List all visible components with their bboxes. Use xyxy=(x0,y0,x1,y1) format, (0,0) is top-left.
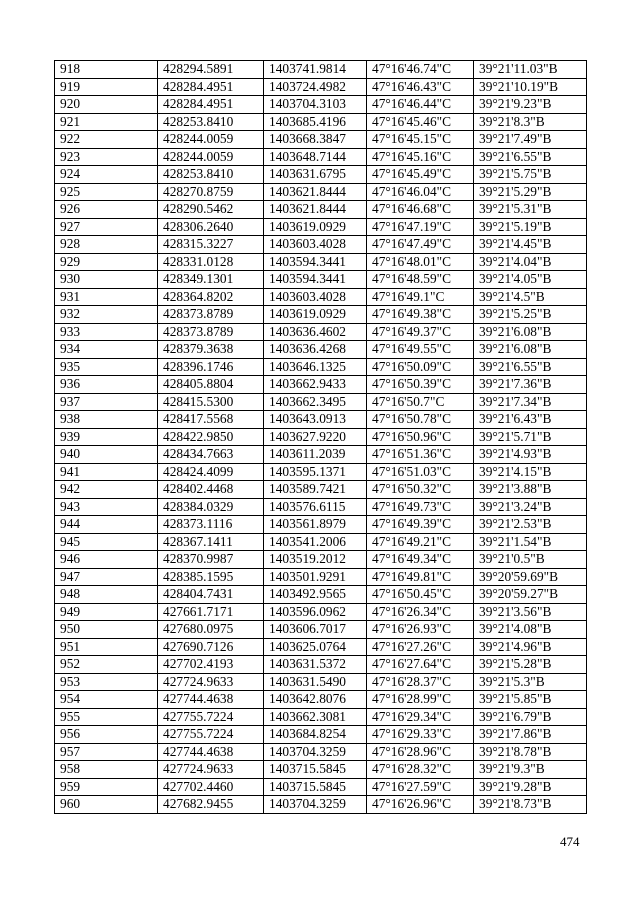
latitude-cell: 47°16'46.44"С xyxy=(367,96,474,114)
point-number-cell: 956 xyxy=(55,726,158,744)
longitude-cell: 39°21'6.79"В xyxy=(474,708,587,726)
y-coordinate-cell: 1403636.4602 xyxy=(264,323,367,341)
longitude-cell: 39°21'9.3"В xyxy=(474,761,587,779)
x-coordinate-cell: 427755.7224 xyxy=(158,708,264,726)
longitude-cell: 39°21'4.04"В xyxy=(474,253,587,271)
point-number-cell: 935 xyxy=(55,358,158,376)
latitude-cell: 47°16'50.32"С xyxy=(367,481,474,499)
x-coordinate-cell: 428290.5462 xyxy=(158,201,264,219)
point-number-cell: 941 xyxy=(55,463,158,481)
x-coordinate-cell: 428331.0128 xyxy=(158,253,264,271)
x-coordinate-cell: 428349.1301 xyxy=(158,271,264,289)
point-number-cell: 931 xyxy=(55,288,158,306)
x-coordinate-cell: 428379.3638 xyxy=(158,341,264,359)
y-coordinate-cell: 1403606.7017 xyxy=(264,621,367,639)
point-number-cell: 936 xyxy=(55,376,158,394)
latitude-cell: 47°16'46.43"С xyxy=(367,78,474,96)
point-number-cell: 951 xyxy=(55,638,158,656)
table-row xyxy=(55,341,587,359)
latitude-cell: 47°16'49.38"С xyxy=(367,306,474,324)
y-coordinate-cell: 1403603.4028 xyxy=(264,236,367,254)
table-row xyxy=(55,201,587,219)
table-row xyxy=(55,446,587,464)
longitude-cell: 39°21'10.19"В xyxy=(474,78,587,96)
x-coordinate-cell: 428396.1746 xyxy=(158,358,264,376)
y-coordinate-cell: 1403704.3259 xyxy=(264,796,367,814)
latitude-cell: 47°16'50.45"С xyxy=(367,586,474,604)
x-coordinate-cell: 428404.7431 xyxy=(158,586,264,604)
table-row xyxy=(55,96,587,114)
longitude-cell: 39°21'8.3"В xyxy=(474,113,587,131)
x-coordinate-cell: 428385.1595 xyxy=(158,568,264,586)
point-number-cell: 948 xyxy=(55,586,158,604)
page-number: 474 xyxy=(560,834,580,849)
y-coordinate-cell: 1403724.4982 xyxy=(264,78,367,96)
latitude-cell: 47°16'26.96"С xyxy=(367,796,474,814)
point-number-cell: 928 xyxy=(55,236,158,254)
point-number-cell: 924 xyxy=(55,166,158,184)
point-number-cell: 934 xyxy=(55,341,158,359)
point-number-cell: 920 xyxy=(55,96,158,114)
y-coordinate-cell: 1403662.9433 xyxy=(264,376,367,394)
x-coordinate-cell: 428434.7663 xyxy=(158,446,264,464)
point-number-cell: 947 xyxy=(55,568,158,586)
y-coordinate-cell: 1403684.8254 xyxy=(264,726,367,744)
x-coordinate-cell: 428244.0059 xyxy=(158,148,264,166)
table-row xyxy=(55,778,587,796)
y-coordinate-cell: 1403619.0929 xyxy=(264,306,367,324)
table-row xyxy=(55,113,587,131)
y-coordinate-cell: 1403595.1371 xyxy=(264,463,367,481)
point-number-cell: 949 xyxy=(55,603,158,621)
longitude-cell: 39°21'4.93"В xyxy=(474,446,587,464)
point-number-cell: 959 xyxy=(55,778,158,796)
y-coordinate-cell: 1403662.3081 xyxy=(264,708,367,726)
longitude-cell: 39°21'8.78"В xyxy=(474,743,587,761)
table-row xyxy=(55,691,587,709)
y-coordinate-cell: 1403594.3441 xyxy=(264,253,367,271)
longitude-cell: 39°21'5.3"В xyxy=(474,673,587,691)
y-coordinate-cell: 1403715.5845 xyxy=(264,761,367,779)
y-coordinate-cell: 1403621.8444 xyxy=(264,183,367,201)
x-coordinate-cell: 428284.4951 xyxy=(158,96,264,114)
latitude-cell: 47°16'46.68"С xyxy=(367,201,474,219)
table-row xyxy=(55,428,587,446)
latitude-cell: 47°16'49.81"С xyxy=(367,568,474,586)
latitude-cell: 47°16'50.7"С xyxy=(367,393,474,411)
longitude-cell: 39°21'4.15"В xyxy=(474,463,587,481)
point-number-cell: 918 xyxy=(55,61,158,79)
point-number-cell: 946 xyxy=(55,551,158,569)
table-row xyxy=(55,131,587,149)
y-coordinate-cell: 1403619.0929 xyxy=(264,218,367,236)
latitude-cell: 47°16'50.96"С xyxy=(367,428,474,446)
table-row xyxy=(55,481,587,499)
point-number-cell: 952 xyxy=(55,656,158,674)
x-coordinate-cell: 427702.4460 xyxy=(158,778,264,796)
x-coordinate-cell: 428373.8789 xyxy=(158,323,264,341)
point-number-cell: 940 xyxy=(55,446,158,464)
x-coordinate-cell: 427744.4638 xyxy=(158,691,264,709)
longitude-cell: 39°21'7.49"В xyxy=(474,131,587,149)
longitude-cell: 39°21'9.23"В xyxy=(474,96,587,114)
table-row xyxy=(55,271,587,289)
y-coordinate-cell: 1403715.5845 xyxy=(264,778,367,796)
latitude-cell: 47°16'45.46"С xyxy=(367,113,474,131)
point-number-cell: 932 xyxy=(55,306,158,324)
point-number-cell: 955 xyxy=(55,708,158,726)
table-row xyxy=(55,761,587,779)
point-number-cell: 923 xyxy=(55,148,158,166)
table-row xyxy=(55,166,587,184)
table-row xyxy=(55,253,587,271)
longitude-cell: 39°21'5.19"В xyxy=(474,218,587,236)
y-coordinate-cell: 1403492.9565 xyxy=(264,586,367,604)
table-row xyxy=(55,551,587,569)
table-row xyxy=(55,498,587,516)
latitude-cell: 47°16'27.64"С xyxy=(367,656,474,674)
table-row xyxy=(55,288,587,306)
point-number-cell: 942 xyxy=(55,481,158,499)
point-number-cell: 945 xyxy=(55,533,158,551)
table-row xyxy=(55,726,587,744)
y-coordinate-cell: 1403603.4028 xyxy=(264,288,367,306)
point-number-cell: 938 xyxy=(55,411,158,429)
table-row xyxy=(55,586,587,604)
longitude-cell: 39°20'59.27"В xyxy=(474,586,587,604)
point-number-cell: 927 xyxy=(55,218,158,236)
latitude-cell: 47°16'28.99"С xyxy=(367,691,474,709)
longitude-cell: 39°21'6.55"В xyxy=(474,148,587,166)
latitude-cell: 47°16'45.49"С xyxy=(367,166,474,184)
latitude-cell: 47°16'50.78"С xyxy=(367,411,474,429)
longitude-cell: 39°21'4.45"В xyxy=(474,236,587,254)
table-row xyxy=(55,463,587,481)
y-coordinate-cell: 1403648.7144 xyxy=(264,148,367,166)
x-coordinate-cell: 428373.1116 xyxy=(158,516,264,534)
longitude-cell: 39°20'59.69"В xyxy=(474,568,587,586)
y-coordinate-cell: 1403668.3847 xyxy=(264,131,367,149)
longitude-cell: 39°21'4.96"В xyxy=(474,638,587,656)
latitude-cell: 47°16'49.37"С xyxy=(367,323,474,341)
table-row xyxy=(55,358,587,376)
x-coordinate-cell: 428244.0059 xyxy=(158,131,264,149)
latitude-cell: 47°16'45.16"С xyxy=(367,148,474,166)
latitude-cell: 47°16'27.59"С xyxy=(367,778,474,796)
point-number-cell: 939 xyxy=(55,428,158,446)
longitude-cell: 39°21'5.71"В xyxy=(474,428,587,446)
table-row xyxy=(55,638,587,656)
x-coordinate-cell: 427744.4638 xyxy=(158,743,264,761)
table-row xyxy=(55,743,587,761)
x-coordinate-cell: 428306.2640 xyxy=(158,218,264,236)
longitude-cell: 39°21'8.73"В xyxy=(474,796,587,814)
x-coordinate-cell: 428415.5300 xyxy=(158,393,264,411)
longitude-cell: 39°21'4.5"В xyxy=(474,288,587,306)
longitude-cell: 39°21'7.36"В xyxy=(474,376,587,394)
latitude-cell: 47°16'27.26"С xyxy=(367,638,474,656)
longitude-cell: 39°21'11.03"В xyxy=(474,61,587,79)
coordinates-table-body xyxy=(55,61,587,814)
y-coordinate-cell: 1403704.3103 xyxy=(264,96,367,114)
x-coordinate-cell: 427682.9455 xyxy=(158,796,264,814)
y-coordinate-cell: 1403627.9220 xyxy=(264,428,367,446)
table-row xyxy=(55,183,587,201)
x-coordinate-cell: 428364.8202 xyxy=(158,288,264,306)
latitude-cell: 47°16'28.37"С xyxy=(367,673,474,691)
point-number-cell: 933 xyxy=(55,323,158,341)
point-number-cell: 944 xyxy=(55,516,158,534)
longitude-cell: 39°21'7.34"В xyxy=(474,393,587,411)
x-coordinate-cell: 428367.1411 xyxy=(158,533,264,551)
point-number-cell: 953 xyxy=(55,673,158,691)
x-coordinate-cell: 428373.8789 xyxy=(158,306,264,324)
point-number-cell: 922 xyxy=(55,131,158,149)
latitude-cell: 47°16'45.15"С xyxy=(367,131,474,149)
longitude-cell: 39°21'5.85"В xyxy=(474,691,587,709)
x-coordinate-cell: 428384.0329 xyxy=(158,498,264,516)
table-row xyxy=(55,673,587,691)
y-coordinate-cell: 1403631.5490 xyxy=(264,673,367,691)
latitude-cell: 47°16'47.49"С xyxy=(367,236,474,254)
point-number-cell: 950 xyxy=(55,621,158,639)
x-coordinate-cell: 428417.5568 xyxy=(158,411,264,429)
x-coordinate-cell: 427680.0975 xyxy=(158,621,264,639)
latitude-cell: 47°16'51.03"С xyxy=(367,463,474,481)
latitude-cell: 47°16'49.55"С xyxy=(367,341,474,359)
y-coordinate-cell: 1403621.8444 xyxy=(264,201,367,219)
point-number-cell: 929 xyxy=(55,253,158,271)
y-coordinate-cell: 1403636.4268 xyxy=(264,341,367,359)
y-coordinate-cell: 1403576.6115 xyxy=(264,498,367,516)
x-coordinate-cell: 428253.8410 xyxy=(158,113,264,131)
point-number-cell: 919 xyxy=(55,78,158,96)
table-row xyxy=(55,411,587,429)
longitude-cell: 39°21'9.28"В xyxy=(474,778,587,796)
table-row xyxy=(55,621,587,639)
table-row xyxy=(55,568,587,586)
longitude-cell: 39°21'3.24"В xyxy=(474,498,587,516)
latitude-cell: 47°16'50.09"С xyxy=(367,358,474,376)
latitude-cell: 47°16'28.96"С xyxy=(367,743,474,761)
y-coordinate-cell: 1403741.9814 xyxy=(264,61,367,79)
table-row xyxy=(55,148,587,166)
y-coordinate-cell: 1403519.2012 xyxy=(264,551,367,569)
y-coordinate-cell: 1403594.3441 xyxy=(264,271,367,289)
table-row xyxy=(55,393,587,411)
point-number-cell: 937 xyxy=(55,393,158,411)
point-number-cell: 943 xyxy=(55,498,158,516)
longitude-cell: 39°21'3.56"В xyxy=(474,603,587,621)
longitude-cell: 39°21'5.29"В xyxy=(474,183,587,201)
y-coordinate-cell: 1403646.1325 xyxy=(264,358,367,376)
table-row xyxy=(55,533,587,551)
latitude-cell: 47°16'29.34"С xyxy=(367,708,474,726)
y-coordinate-cell: 1403589.7421 xyxy=(264,481,367,499)
x-coordinate-cell: 428424.4099 xyxy=(158,463,264,481)
latitude-cell: 47°16'49.21"С xyxy=(367,533,474,551)
longitude-cell: 39°21'5.25"В xyxy=(474,306,587,324)
x-coordinate-cell: 427724.9633 xyxy=(158,673,264,691)
y-coordinate-cell: 1403611.2039 xyxy=(264,446,367,464)
latitude-cell: 47°16'48.59"С xyxy=(367,271,474,289)
longitude-cell: 39°21'6.55"В xyxy=(474,358,587,376)
x-coordinate-cell: 427690.7126 xyxy=(158,638,264,656)
latitude-cell: 47°16'51.36"С xyxy=(367,446,474,464)
longitude-cell: 39°21'7.86"В xyxy=(474,726,587,744)
point-number-cell: 958 xyxy=(55,761,158,779)
latitude-cell: 47°16'26.34"С xyxy=(367,603,474,621)
table-row xyxy=(55,306,587,324)
latitude-cell: 47°16'47.19"С xyxy=(367,218,474,236)
table-row xyxy=(55,656,587,674)
table-row xyxy=(55,796,587,814)
y-coordinate-cell: 1403662.3495 xyxy=(264,393,367,411)
x-coordinate-cell: 428253.8410 xyxy=(158,166,264,184)
y-coordinate-cell: 1403561.8979 xyxy=(264,516,367,534)
point-number-cell: 926 xyxy=(55,201,158,219)
table-row xyxy=(55,603,587,621)
table-row xyxy=(55,218,587,236)
y-coordinate-cell: 1403625.0764 xyxy=(264,638,367,656)
table-row xyxy=(55,78,587,96)
latitude-cell: 47°16'49.34"С xyxy=(367,551,474,569)
y-coordinate-cell: 1403631.5372 xyxy=(264,656,367,674)
table-row xyxy=(55,376,587,394)
latitude-cell: 47°16'28.32"С xyxy=(367,761,474,779)
x-coordinate-cell: 427661.7171 xyxy=(158,603,264,621)
x-coordinate-cell: 427702.4193 xyxy=(158,656,264,674)
x-coordinate-cell: 427755.7224 xyxy=(158,726,264,744)
y-coordinate-cell: 1403596.0962 xyxy=(264,603,367,621)
table-row xyxy=(55,236,587,254)
point-number-cell: 925 xyxy=(55,183,158,201)
longitude-cell: 39°21'3.88"В xyxy=(474,481,587,499)
y-coordinate-cell: 1403704.3259 xyxy=(264,743,367,761)
table-row xyxy=(55,323,587,341)
x-coordinate-cell: 428402.4468 xyxy=(158,481,264,499)
latitude-cell: 47°16'46.74"С xyxy=(367,61,474,79)
x-coordinate-cell: 428294.5891 xyxy=(158,61,264,79)
y-coordinate-cell: 1403685.4196 xyxy=(264,113,367,131)
x-coordinate-cell: 428270.8759 xyxy=(158,183,264,201)
longitude-cell: 39°21'6.08"В xyxy=(474,341,587,359)
point-number-cell: 957 xyxy=(55,743,158,761)
y-coordinate-cell: 1403501.9291 xyxy=(264,568,367,586)
longitude-cell: 39°21'4.08"В xyxy=(474,621,587,639)
latitude-cell: 47°16'29.33"С xyxy=(367,726,474,744)
y-coordinate-cell: 1403643.0913 xyxy=(264,411,367,429)
point-number-cell: 954 xyxy=(55,691,158,709)
coordinates-table xyxy=(54,60,587,814)
longitude-cell: 39°21'4.05"В xyxy=(474,271,587,289)
longitude-cell: 39°21'5.28"В xyxy=(474,656,587,674)
y-coordinate-cell: 1403541.2006 xyxy=(264,533,367,551)
x-coordinate-cell: 428284.4951 xyxy=(158,78,264,96)
latitude-cell: 47°16'46.04"С xyxy=(367,183,474,201)
table-row xyxy=(55,61,587,79)
longitude-cell: 39°21'6.08"В xyxy=(474,323,587,341)
longitude-cell: 39°21'1.54"В xyxy=(474,533,587,551)
x-coordinate-cell: 428370.9987 xyxy=(158,551,264,569)
longitude-cell: 39°21'6.43"В xyxy=(474,411,587,429)
latitude-cell: 47°16'48.01"С xyxy=(367,253,474,271)
x-coordinate-cell: 428405.8804 xyxy=(158,376,264,394)
table-row xyxy=(55,708,587,726)
point-number-cell: 930 xyxy=(55,271,158,289)
longitude-cell: 39°21'5.31"В xyxy=(474,201,587,219)
latitude-cell: 47°16'49.73"С xyxy=(367,498,474,516)
latitude-cell: 47°16'49.1"С xyxy=(367,288,474,306)
y-coordinate-cell: 1403631.6795 xyxy=(264,166,367,184)
latitude-cell: 47°16'50.39"С xyxy=(367,376,474,394)
longitude-cell: 39°21'0.5"В xyxy=(474,551,587,569)
x-coordinate-cell: 428315.3227 xyxy=(158,236,264,254)
y-coordinate-cell: 1403642.8076 xyxy=(264,691,367,709)
table-row xyxy=(55,516,587,534)
latitude-cell: 47°16'49.39"С xyxy=(367,516,474,534)
longitude-cell: 39°21'5.75"В xyxy=(474,166,587,184)
longitude-cell: 39°21'2.53"В xyxy=(474,516,587,534)
x-coordinate-cell: 428422.9850 xyxy=(158,428,264,446)
x-coordinate-cell: 427724.9633 xyxy=(158,761,264,779)
point-number-cell: 921 xyxy=(55,113,158,131)
point-number-cell: 960 xyxy=(55,796,158,814)
latitude-cell: 47°16'26.93"С xyxy=(367,621,474,639)
